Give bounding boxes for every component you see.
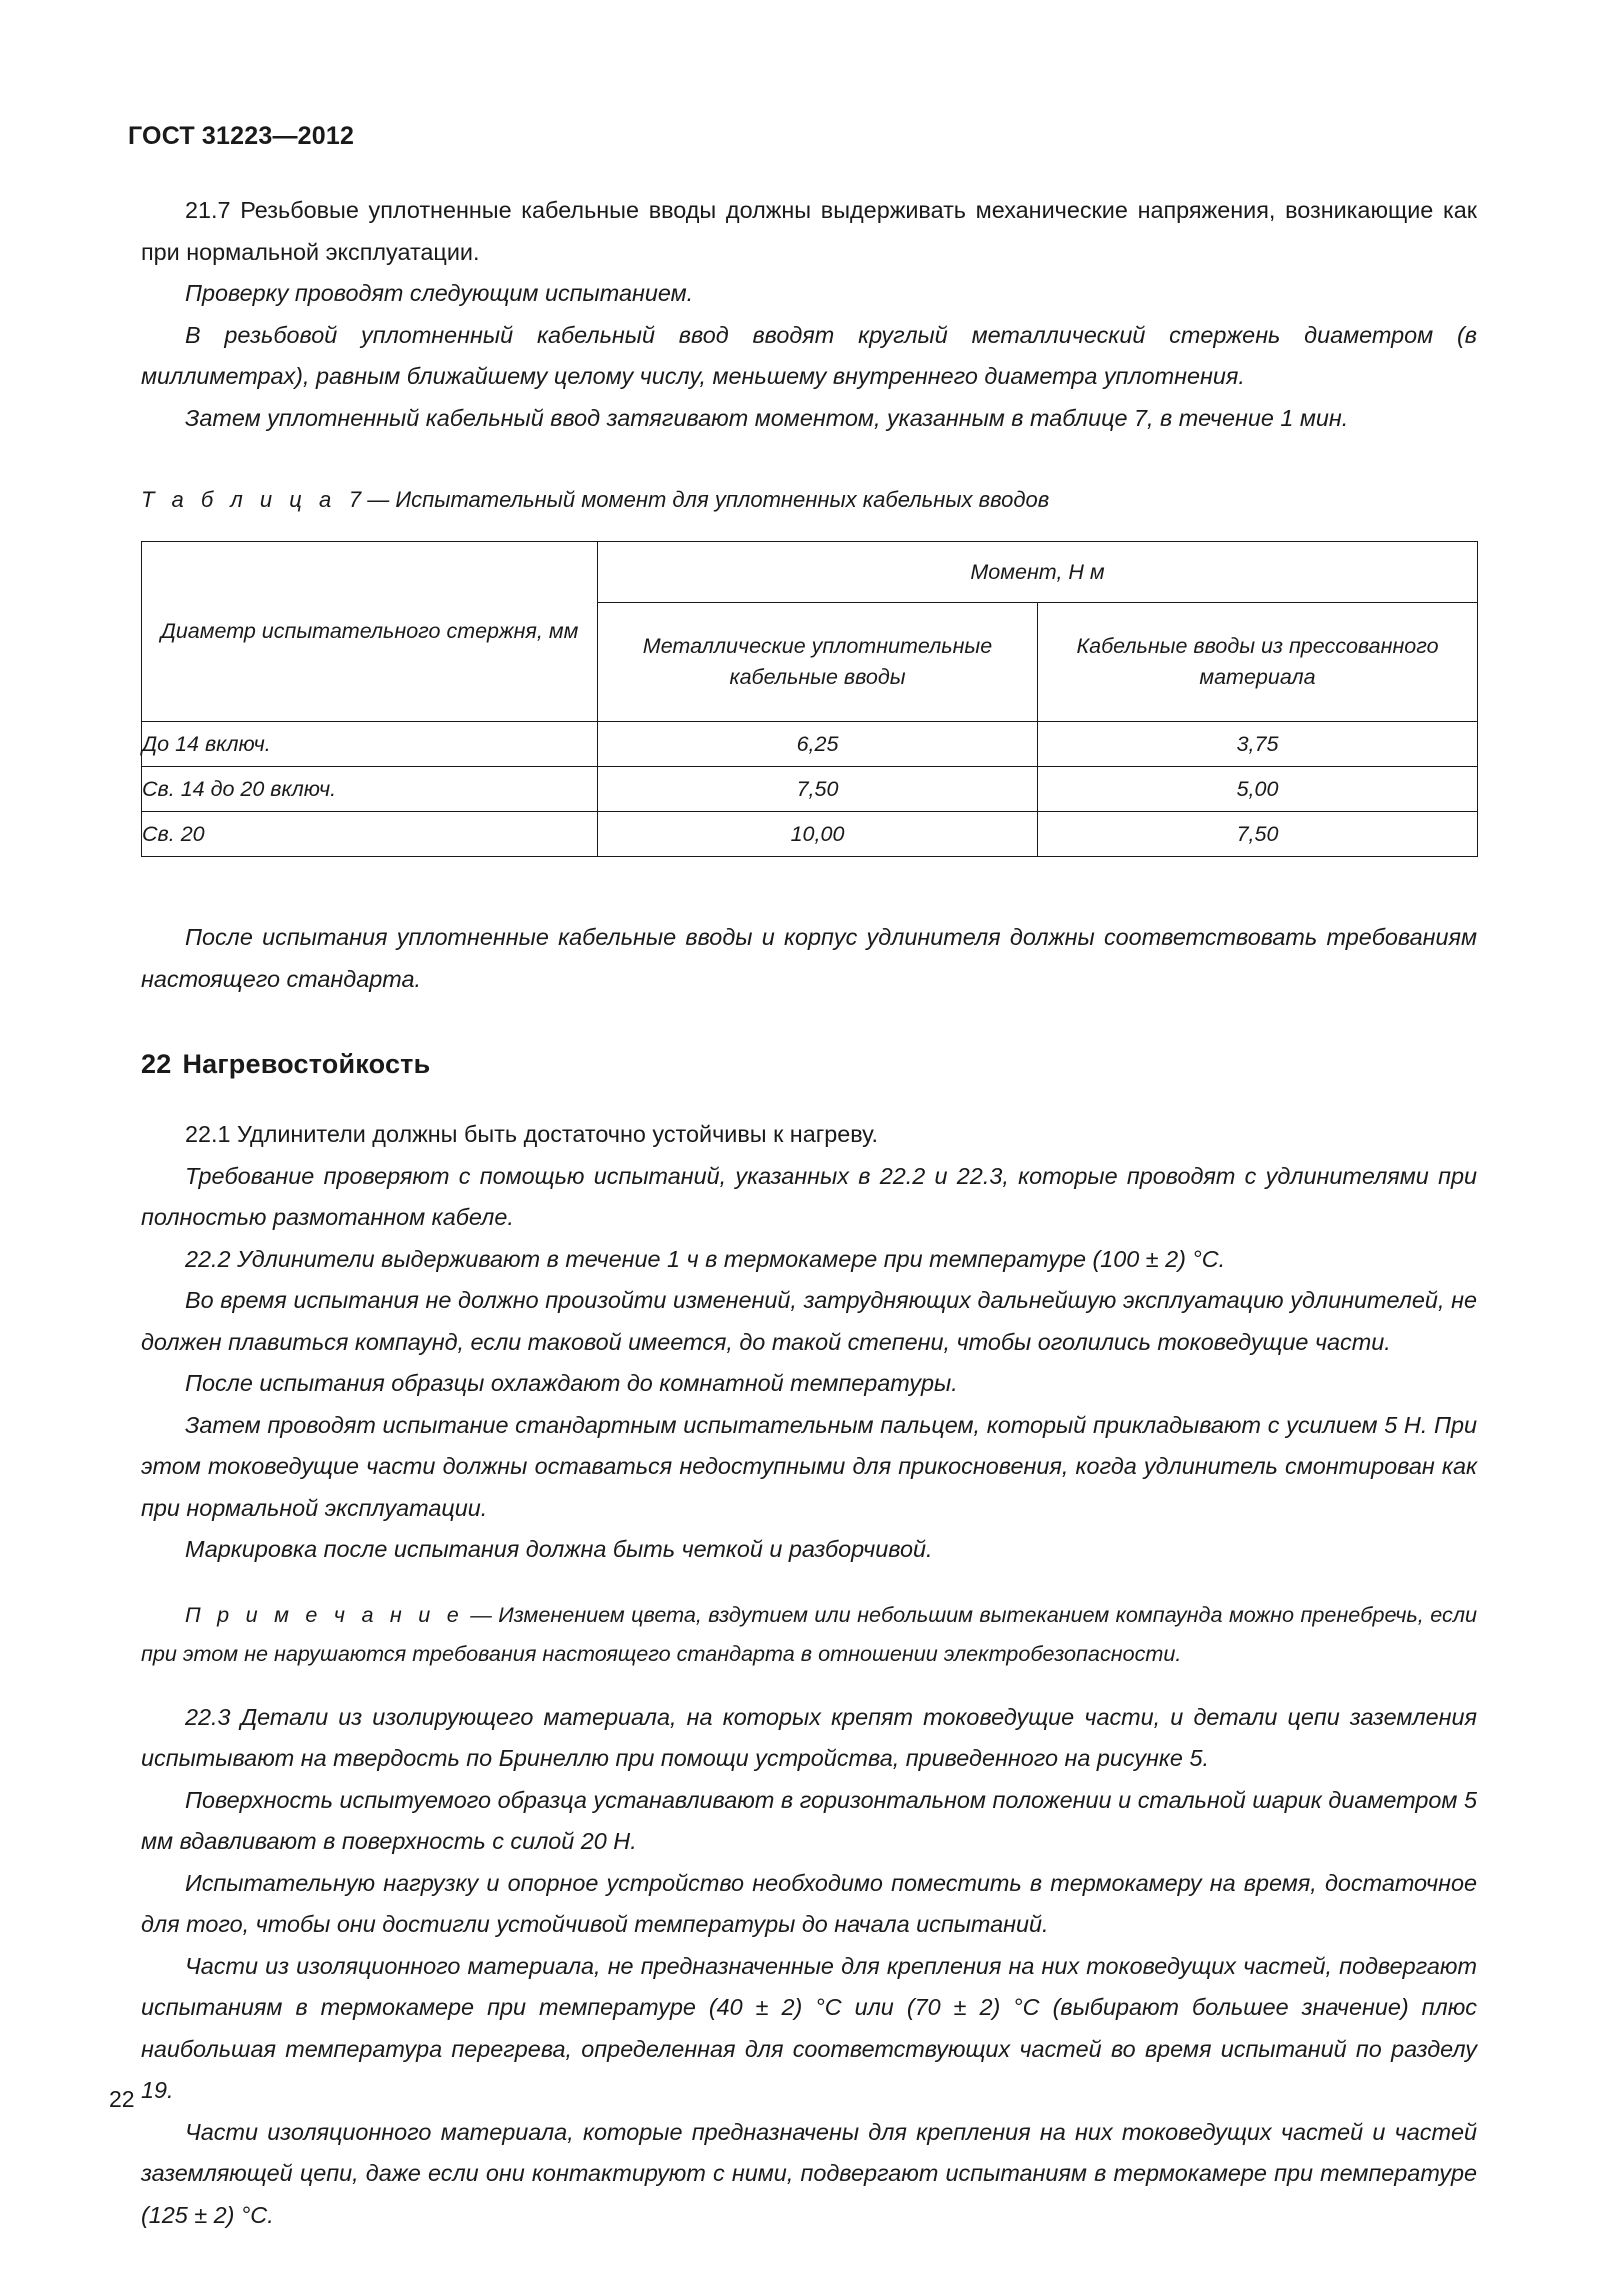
- cell-metal: 10,00: [598, 812, 1038, 857]
- page-number: 22: [109, 2086, 135, 2112]
- paragraph-22-2: 22.2 Удлинители выдерживают в течение 1 ч в термокамере при температуре (100 ± 2) °С.: [185, 1245, 1226, 1272]
- note-block: [141, 1595, 1477, 1673]
- cell-diameter: Св. 14 до 20 включ.: [142, 767, 598, 812]
- table-caption-dash: —: [361, 487, 396, 512]
- table-header-row-1: [142, 542, 1478, 603]
- table-caption-number: 7: [348, 487, 362, 512]
- note-label: П р и м е ч а н и е: [185, 1601, 464, 1627]
- paragraph-22-1: 22.1 Удлинители должны быть достаточно устойчивы к нагреву.: [185, 1121, 879, 1147]
- section-number: 22: [141, 1049, 172, 1079]
- paragraph-22-1-requirement: Требование проверяют с помощью испытаний, указанных в 22.2 и 22.3, которые проводят с удлинителями при полностью размотанном кабеле.: [141, 1162, 1477, 1230]
- paragraph-21-7-torque: Затем уплотненный кабельный ввод затягивают моментом, указанным в таблице 7, в течение 1 мин.: [185, 404, 1349, 431]
- paragraph-21-7-rod: В резьбовой уплотненный кабельный ввод вводят круглый металлический стержень диаметром (в миллиметрах), равным ближайшему целому числу, меньшему внутреннего диаметра уплотнения.: [141, 321, 1477, 389]
- note-dash: —: [463, 1601, 499, 1627]
- spacer: [141, 857, 1477, 917]
- table-caption-title: Испытательный момент для уплотненных кабельных вводов: [395, 487, 1050, 512]
- section-heading: [141, 1044, 1477, 1084]
- cell-diameter: Св. 20: [142, 812, 598, 857]
- table-row: [142, 812, 1478, 857]
- paragraph-22-3-load: Испытательную нагрузку и опорное устройство необходимо поместить в термокамеру на время, достаточное для того, чтобы они достигли устойчивой температуры до начала испытаний.: [141, 1869, 1477, 1937]
- table-row: [142, 767, 1478, 812]
- paragraph-22-2-during: Во время испытания не должно произойти изменений, затрудняющих дальнейшую эксплуатацию удлинителей, не должен плавиться компаунд, если таковой имеется, до такой степени, чтобы оголились токоведущие части.: [141, 1287, 1477, 1355]
- table-caption-label: Т а б л и ц а: [141, 487, 337, 512]
- document-content: [141, 190, 1477, 2236]
- cell-pressed: 7,50: [1038, 812, 1478, 857]
- table-head: [142, 542, 1478, 722]
- spacer: [141, 1084, 1477, 1114]
- table-body: [142, 722, 1478, 857]
- paragraph-22-2-marking: Маркировка после испытания должна быть четкой и разборчивой.: [185, 1536, 933, 1562]
- note-text: Изменением цвета, вздутием или небольшим вытеканием компаунда можно пренебречь, если при этом не нарушаются требования настоящего стандарта в отношении электробезопасности.: [141, 1601, 1478, 1666]
- paragraph-21-7: 21.7 Резьбовые уплотненные кабельные вводы должны выдерживать механические напряжения, возникающие как при нормальной эксплуатации.: [141, 197, 1477, 265]
- table-header-diameter: Диаметр испытательного стержня, мм: [142, 542, 598, 722]
- paragraph-22-3-parts-live: Части изоляционного материала, которые предназначены для крепления на них токоведущих частей и частей заземляющей цепи, даже если они контактируют с ними, подвергают испытаниям в термокамере при температуре (125 ± 2) °С.: [141, 2118, 1477, 2228]
- paragraph-22-3-parts-not-live: Части из изоляционного материала, не предназначенные для крепления на них токоведущих частей, подвергают испытаниям в термокамере при температуре (40 ± 2) °С или (70 ± 2) °С (выбирают большее значение) плюс наибольшая температура перегрева, определенная для соответствующих частей во время испытаний по разделу 19.: [141, 1952, 1477, 2103]
- cell-metal: 6,25: [598, 722, 1038, 767]
- paragraph-22-2-cooling: После испытания образцы охлаждают до комнатной температуры.: [185, 1370, 958, 1396]
- table-row: [142, 722, 1478, 767]
- spacer: [141, 517, 1477, 541]
- paragraph-22-2-finger-test: Затем проводят испытание стандартным испытательным пальцем, который прикладывают с усилием 5 Н. При этом токоведущие части должны оставаться недоступными для прикосновения, когда удлинитель смонтирован как при нормальной эксплуатации.: [141, 1411, 1477, 1521]
- spacer: [141, 1000, 1477, 1044]
- cell-metal: 7,50: [598, 767, 1038, 812]
- spacer: [141, 439, 1477, 483]
- section-title: Нагревостойкость: [182, 1049, 431, 1079]
- spacer: [141, 1673, 1477, 1697]
- paragraph-22-3: 22.3 Детали из изолирующего материала, на которых крепят токоведущие части, и детали цепи заземления испытывают на твердость по Бринеллю при помощи устройства, приведенного на рисунке 5.: [141, 1703, 1477, 1771]
- cell-diameter: До 14 включ.: [142, 722, 598, 767]
- torque-table: [141, 541, 1478, 857]
- table-header-metal: Металлические уплотнительные кабельные вводы: [598, 603, 1038, 722]
- spacer: [141, 1571, 1477, 1595]
- page-header: ГОСТ 31223—2012: [128, 122, 355, 150]
- table-header-moment-group: Момент, Н м: [598, 542, 1478, 603]
- table-header-pressed: Кабельные вводы из прессованного материала: [1038, 603, 1478, 722]
- cell-pressed: 3,75: [1038, 722, 1478, 767]
- paragraph-21-7-check: Проверку проводят следующим испытанием.: [185, 280, 694, 306]
- cell-pressed: 5,00: [1038, 767, 1478, 812]
- paragraph-22-3-surface: Поверхность испытуемого образца устанавливают в горизонтальном положении и стальной шарик диаметром 5 мм вдавливают в поверхность с силой 20 Н.: [141, 1786, 1477, 1854]
- paragraph-after-table: После испытания уплотненные кабельные вводы и корпус удлинителя должны соответствовать требованиям настоящего стандарта.: [141, 924, 1477, 992]
- table-caption: [141, 483, 1477, 517]
